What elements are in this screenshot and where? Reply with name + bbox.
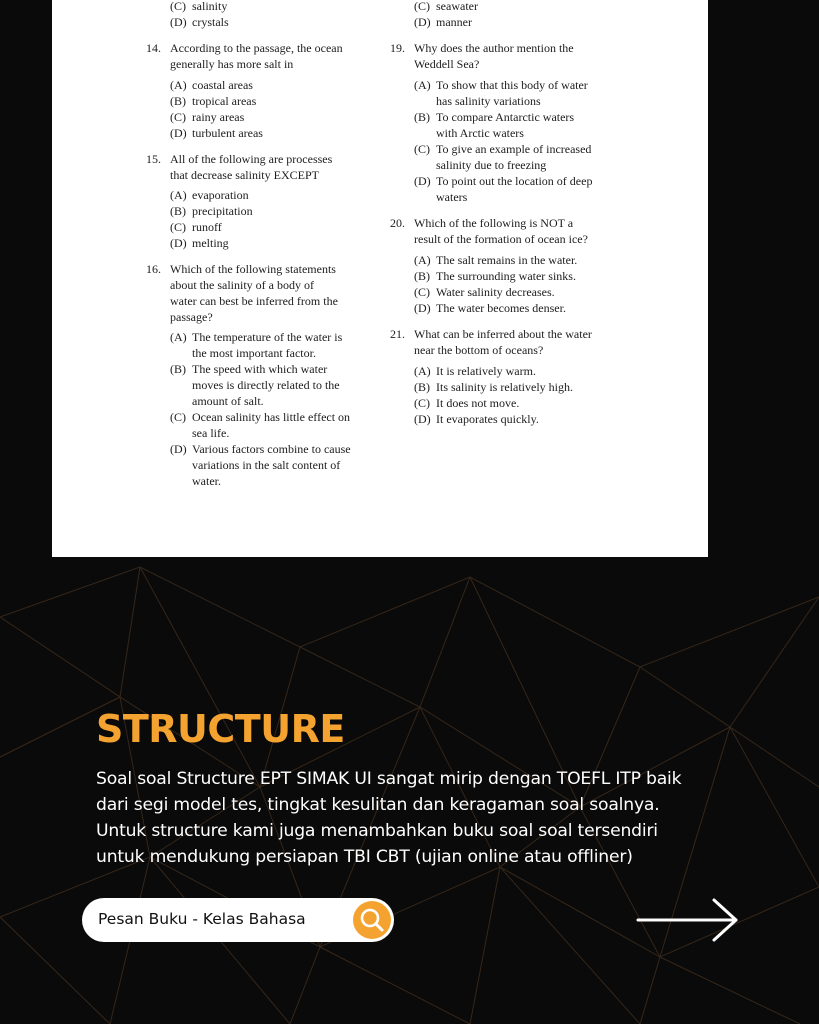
option-label: (D)	[170, 126, 187, 140]
worksheet-left-column	[146, 0, 376, 489]
option-text: The surrounding water sinks.	[436, 269, 576, 283]
option-text: tropical areas	[192, 94, 257, 108]
option	[414, 395, 630, 411]
option-text: precipitation	[192, 204, 253, 218]
question-stem-line: According to the passage, the ocean	[170, 41, 343, 55]
option-text: To point out the location of deep	[436, 174, 593, 188]
option	[414, 379, 630, 395]
search-bar[interactable]	[82, 898, 394, 942]
search-icon	[353, 901, 391, 939]
option	[170, 203, 376, 219]
option-label: (D)	[170, 236, 187, 250]
option	[414, 284, 630, 300]
option	[414, 141, 630, 173]
option-text: crystals	[192, 15, 229, 29]
question-number: 20.	[390, 216, 405, 230]
description-line: Untuk structure kami juga menambahkan buku soal soal tersendiri	[96, 821, 658, 841]
option	[170, 109, 376, 125]
option	[170, 187, 376, 203]
option-text: water.	[192, 474, 221, 488]
question-stem-line: Weddell Sea?	[414, 57, 480, 71]
prev-question-tail-right	[390, 0, 630, 30]
question-14-options	[146, 77, 376, 141]
option	[170, 441, 376, 489]
option-text: Its salinity is relatively high.	[436, 380, 573, 394]
option	[170, 0, 376, 14]
option-text: waters	[436, 190, 468, 204]
option-text: To give an example of increased	[436, 142, 592, 156]
worksheet-page	[52, 0, 708, 557]
section-description	[96, 766, 776, 870]
option-label: (D)	[170, 442, 187, 456]
question-16-options	[146, 329, 376, 489]
question-stem-line: Why does the author mention the	[414, 41, 574, 55]
question-15-options	[146, 187, 376, 251]
description-line: Soal soal Structure EPT SIMAK UI sangat mirip dengan TOEFL ITP baik	[96, 769, 682, 789]
option-text: To compare Antarctic waters	[436, 110, 575, 124]
option-text: amount of salt.	[192, 394, 264, 408]
section-heading: STRUCTURE	[96, 707, 345, 751]
question-stem-line: result of the formation of ocean ice?	[414, 232, 588, 246]
option-text: Water salinity decreases.	[436, 285, 555, 299]
option-text: moves is directly related to the	[192, 378, 340, 392]
option-text: salinity	[192, 0, 228, 13]
option-label: (D)	[414, 174, 431, 188]
option-text: turbulent areas	[192, 126, 263, 140]
option	[170, 14, 376, 30]
option-text: The salt remains in the water.	[436, 253, 578, 267]
option-label: (B)	[414, 380, 430, 394]
question-20	[390, 215, 630, 247]
option-label: (B)	[170, 204, 186, 218]
question-number: 16.	[146, 262, 161, 276]
option-label: (D)	[414, 301, 431, 315]
option-label: (A)	[170, 78, 187, 92]
option-text: coastal areas	[192, 78, 253, 92]
option	[170, 219, 376, 235]
option-text: seawater	[436, 0, 478, 13]
option	[414, 173, 630, 205]
option	[414, 109, 630, 141]
question-21-options	[390, 363, 630, 427]
option	[170, 361, 376, 409]
option-text: rainy areas	[192, 110, 245, 124]
question-14	[146, 40, 376, 72]
option-label: (A)	[170, 188, 187, 202]
question-stem-line: generally has more salt in	[170, 57, 294, 71]
option-label: (C)	[414, 142, 430, 156]
option-text: It evaporates quickly.	[436, 412, 539, 426]
option	[414, 300, 630, 316]
question-number: 19.	[390, 41, 405, 55]
question-stem-line: Which of the following is NOT a	[414, 216, 574, 230]
question-stem-line: near the bottom of oceans?	[414, 343, 544, 357]
option	[414, 252, 630, 268]
option-label: (B)	[414, 269, 430, 283]
option-label: (C)	[170, 410, 186, 424]
search-bar-text[interactable]: Pesan Buku - Kelas Bahasa	[98, 910, 306, 928]
option-text: evaporation	[192, 188, 249, 202]
option-label: (A)	[414, 253, 431, 267]
option-text: runoff	[192, 220, 222, 234]
question-15	[146, 151, 376, 183]
question-stem-line: water can best be inferred from the	[170, 294, 338, 308]
prev-question-tail-left	[146, 0, 376, 30]
option-label: (C)	[414, 285, 430, 299]
option	[170, 125, 376, 141]
option	[170, 235, 376, 251]
option-label: (C)	[170, 0, 186, 13]
option-label: (C)	[170, 110, 186, 124]
option-text: has salinity variations	[436, 94, 541, 108]
worksheet-right-column	[390, 0, 630, 427]
option-label: (C)	[170, 220, 186, 234]
option-text: manner	[436, 15, 472, 29]
option-label: (C)	[414, 396, 430, 410]
option	[414, 411, 630, 427]
option-text: The speed with which water	[192, 362, 328, 376]
question-stem-line: Which of the following statements	[170, 262, 336, 276]
option-text: variations in the salt content of	[192, 458, 341, 472]
option	[170, 329, 376, 361]
option-text: melting	[192, 236, 229, 250]
option-label: (A)	[414, 78, 431, 92]
option-label: (A)	[414, 364, 431, 378]
option-label: (B)	[170, 362, 186, 376]
arrow-right-icon[interactable]	[636, 896, 740, 944]
question-20-options	[390, 252, 630, 316]
question-number: 15.	[146, 152, 161, 166]
option-text: The temperature of the water is	[192, 330, 343, 344]
question-19-options	[390, 77, 630, 205]
option-label: (B)	[414, 110, 430, 124]
description-line: untuk mendukung persiapan TBI CBT (ujian online atau offliner)	[96, 847, 633, 867]
question-stem-line: about the salinity of a body of	[170, 278, 314, 292]
option-text: the most important factor.	[192, 346, 316, 360]
question-number: 21.	[390, 327, 405, 341]
question-stem-line: All of the following are processes	[170, 152, 333, 166]
question-stem-line: passage?	[170, 310, 213, 324]
question-19	[390, 40, 630, 72]
option	[170, 93, 376, 109]
option	[414, 77, 630, 109]
option	[170, 409, 376, 441]
option	[414, 363, 630, 379]
option	[414, 268, 630, 284]
option-label: (C)	[414, 0, 430, 13]
question-stem-line: that decrease salinity EXCEPT	[170, 168, 319, 182]
option	[414, 14, 630, 30]
question-stem-line: What can be inferred about the water	[414, 327, 592, 341]
description-line: dari segi model tes, tingkat kesulitan dan keragaman soal soalnya.	[96, 795, 660, 815]
question-number: 14.	[146, 41, 161, 55]
option-label: (D)	[414, 412, 431, 426]
option-text: It is relatively warm.	[436, 364, 536, 378]
question-21	[390, 326, 630, 358]
option-text: with Arctic waters	[436, 126, 524, 140]
option-label: (D)	[170, 15, 187, 29]
search-button[interactable]	[353, 901, 391, 939]
option-label: (B)	[170, 94, 186, 108]
option-label: (A)	[170, 330, 187, 344]
option-text: Ocean salinity has little effect on	[192, 410, 351, 424]
option-text: salinity due to freezing	[436, 158, 547, 172]
option	[414, 0, 630, 14]
option-text: The water becomes denser.	[436, 301, 566, 315]
question-16	[146, 261, 376, 325]
option-text: Various factors combine to cause	[192, 442, 351, 456]
option-text: It does not move.	[436, 396, 520, 410]
option-text: sea life.	[192, 426, 230, 440]
option-label: (D)	[414, 15, 431, 29]
option	[170, 77, 376, 93]
option-text: To show that this body of water	[436, 78, 588, 92]
